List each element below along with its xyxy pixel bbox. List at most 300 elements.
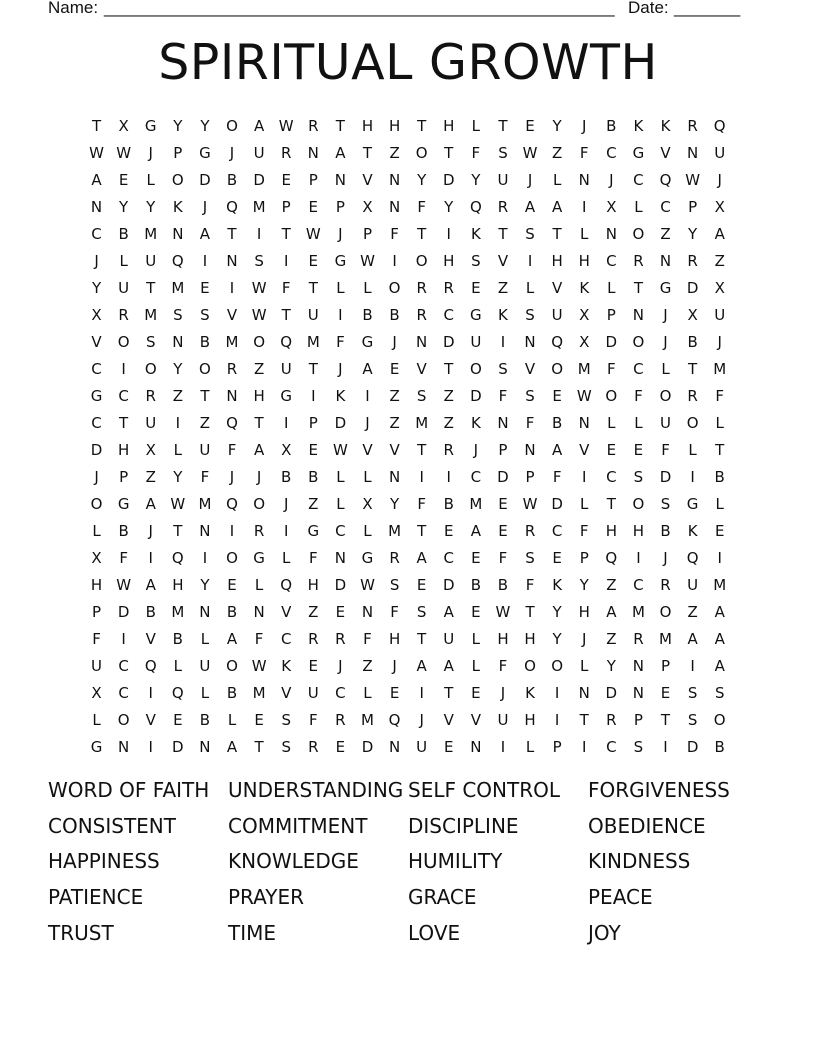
date-field[interactable]: _______: [674, 0, 741, 17]
grid-letter: G: [686, 495, 699, 513]
grid-letter: A: [714, 225, 725, 243]
grid-letter: N: [334, 171, 346, 189]
grid-letter: C: [443, 549, 454, 567]
grid-letter: K: [172, 198, 183, 216]
grid-letter: I: [392, 252, 397, 270]
grid-letter: I: [500, 333, 506, 351]
grid-letter: C: [551, 522, 563, 540]
name-label: Name:: [48, 0, 99, 17]
word-list-item: COMMITMENT: [228, 813, 368, 838]
grid-letter: E: [308, 252, 319, 270]
grid-letter: O: [632, 225, 645, 243]
grid-letter: E: [498, 522, 508, 540]
grid-letter: S: [471, 252, 481, 270]
grid-letter: Z: [389, 414, 400, 432]
grid-letter: L: [336, 279, 345, 297]
grid-letter: U: [199, 657, 211, 675]
grid-letter: U: [91, 657, 103, 675]
grid-letter: U: [687, 576, 699, 594]
grid-letter: S: [200, 306, 210, 324]
grid-row: [83, 518, 739, 545]
grid-letter: R: [253, 522, 265, 540]
grid-letter: M: [415, 414, 429, 432]
grid-letter: H: [497, 630, 509, 648]
grid-letter: S: [498, 144, 508, 162]
grid-letter: J: [582, 630, 587, 648]
grid-letter: N: [578, 414, 590, 432]
grid-letter: Z: [389, 144, 400, 162]
grid-letter: M: [144, 225, 158, 243]
grid-letter: X: [91, 306, 102, 324]
grid-letter: Z: [497, 279, 509, 297]
grid-letter: I: [527, 252, 533, 270]
grid-letter: M: [252, 198, 266, 216]
grid-letter: W: [251, 279, 267, 297]
grid-letter: P: [633, 711, 643, 729]
grid-letter: T: [444, 360, 454, 378]
grid-letter: F: [471, 144, 481, 162]
grid-letter: C: [606, 738, 617, 756]
word-list-item: PEACE: [588, 885, 653, 910]
grid-letter: E: [633, 441, 644, 459]
grid-letter: G: [307, 522, 320, 540]
grid-letter: S: [633, 468, 644, 486]
grid-letter: D: [334, 414, 347, 432]
grid-letter: Z: [443, 387, 454, 405]
grid-letter: N: [199, 603, 211, 621]
grid-letter: F: [715, 387, 725, 405]
grid-letter: C: [91, 414, 102, 432]
grid-letter: T: [362, 144, 373, 162]
grid-letter: D: [605, 333, 618, 351]
grid-letter: Y: [200, 117, 210, 135]
grid-letter: Z: [443, 414, 454, 432]
grid-letter: I: [121, 630, 126, 648]
grid-letter: R: [308, 117, 319, 135]
grid-letter: D: [442, 333, 455, 351]
grid-letter: I: [229, 279, 235, 297]
word-list-item: CONSISTENT: [48, 813, 176, 838]
grid-letter: J: [338, 225, 343, 243]
grid-letter: O: [226, 657, 238, 675]
grid-letter: R: [416, 306, 427, 324]
grid-letter: P: [688, 198, 698, 216]
word-list-item: KINDNESS: [588, 849, 691, 874]
grid-letter: J: [229, 468, 235, 486]
grid-letter: Y: [146, 198, 156, 216]
letter-grid: [83, 113, 739, 761]
grid-letter: W: [251, 657, 267, 675]
grid-letter: Z: [389, 387, 400, 405]
grid-letter: N: [578, 171, 590, 189]
grid-letter: U: [470, 333, 482, 351]
grid-letter: F: [525, 414, 535, 432]
word-list-item: KNOWLEDGE: [228, 849, 359, 874]
grid-letter: J: [473, 441, 479, 459]
grid-letter: A: [416, 549, 427, 567]
grid-letter: D: [334, 576, 347, 594]
grid-letter: I: [338, 306, 343, 324]
grid-letter: X: [687, 306, 698, 324]
grid-letter: J: [365, 414, 370, 432]
grid-letter: R: [687, 117, 698, 135]
grid-letter: Q: [469, 198, 482, 216]
grid-row: [83, 572, 739, 599]
grid-letter: L: [200, 684, 210, 702]
grid-letter: E: [227, 576, 237, 594]
grid-letter: W: [116, 576, 132, 594]
grid-letter: A: [443, 603, 454, 621]
grid-letter: A: [606, 603, 617, 621]
grid-letter: M: [171, 603, 185, 621]
grid-letter: I: [175, 414, 181, 432]
grid-row: [83, 734, 739, 761]
grid-letter: A: [226, 738, 238, 756]
grid-row: [83, 464, 739, 491]
grid-letter: L: [363, 468, 372, 486]
grid-letter: B: [118, 225, 129, 243]
grid-letter: I: [500, 738, 506, 756]
grid-letter: S: [687, 684, 698, 702]
grid-letter: O: [90, 495, 103, 513]
grid-letter: T: [146, 279, 156, 297]
grid-letter: F: [254, 630, 264, 648]
word-list-item: HUMILITY: [408, 849, 503, 874]
grid-letter: F: [417, 198, 426, 216]
grid-letter: V: [579, 441, 590, 459]
word-list-item: PRAYER: [228, 885, 305, 910]
grid-letter: T: [335, 117, 345, 135]
grid-letter: C: [118, 657, 129, 675]
word-list-item: WORD OF FAITH: [48, 778, 210, 802]
grid-letter: L: [471, 117, 481, 135]
grid-letter: O: [226, 117, 238, 135]
grid-letter: L: [580, 225, 589, 243]
grid-letter: H: [172, 576, 184, 594]
grid-letter: O: [171, 171, 184, 189]
grid-letter: I: [663, 738, 668, 756]
grid-letter: F: [607, 360, 616, 378]
grid-letter: O: [415, 144, 428, 162]
grid-letter: D: [442, 576, 455, 594]
grid-letter: I: [582, 468, 587, 486]
grid-letter: B: [714, 738, 725, 756]
grid-letter: C: [660, 198, 671, 216]
grid-letter: N: [497, 414, 509, 432]
grid-letter: E: [118, 171, 129, 189]
grid-letter: V: [660, 144, 671, 162]
grid-letter: R: [497, 198, 509, 216]
grid-letter: L: [715, 495, 724, 513]
grid-letter: D: [117, 603, 130, 621]
grid-letter: T: [308, 279, 318, 297]
grid-letter: I: [202, 252, 208, 270]
grid-letter: C: [606, 144, 617, 162]
word-list-item: HAPPINESS: [48, 849, 160, 874]
grid-letter: T: [119, 414, 129, 432]
grid-letter: P: [552, 738, 562, 756]
grid-letter: O: [686, 414, 699, 432]
grid-row: [83, 626, 739, 653]
grid-letter: M: [171, 279, 185, 297]
grid-letter: L: [336, 468, 345, 486]
grid-letter: F: [390, 603, 399, 621]
grid-letter: S: [145, 333, 156, 351]
grid-letter: O: [226, 549, 238, 567]
grid-letter: A: [714, 630, 725, 648]
grid-letter: K: [470, 225, 481, 243]
grid-letter: Y: [200, 576, 210, 594]
grid-letter: B: [199, 711, 211, 729]
grid-letter: A: [226, 630, 238, 648]
grid-row: [83, 221, 739, 248]
grid-row: [83, 113, 739, 140]
grid-letter: Y: [173, 468, 183, 486]
grid-letter: H: [307, 576, 319, 594]
grid-letter: U: [145, 414, 157, 432]
grid-letter: T: [417, 522, 427, 540]
grid-letter: N: [605, 225, 617, 243]
grid-letter: Z: [199, 414, 211, 432]
grid-letter: F: [119, 549, 128, 567]
grid-letter: R: [524, 522, 536, 540]
grid-letter: L: [146, 171, 155, 189]
grid-letter: N: [90, 198, 103, 216]
grid-letter: W: [522, 495, 538, 513]
grid-letter: T: [200, 387, 210, 405]
grid-letter: L: [363, 684, 372, 702]
grid-letter: K: [633, 117, 644, 135]
grid-letter: C: [280, 630, 292, 648]
grid-letter: T: [91, 117, 102, 135]
grid-letter: V: [91, 333, 102, 351]
grid-letter: P: [119, 468, 129, 486]
grid-letter: T: [308, 360, 318, 378]
grid-letter: P: [308, 414, 318, 432]
grid-letter: Z: [253, 360, 265, 378]
grid-letter: R: [443, 441, 454, 459]
grid-letter: O: [632, 333, 645, 351]
grid-letter: N: [199, 522, 211, 540]
grid-letter: Y: [173, 360, 183, 378]
grid-letter: C: [633, 576, 644, 594]
grid-letter: F: [363, 630, 372, 648]
grid-letter: H: [524, 711, 536, 729]
grid-letter: B: [714, 468, 725, 486]
grid-letter: R: [145, 387, 156, 405]
grid-letter: Q: [686, 549, 699, 567]
grid-letter: H: [253, 387, 265, 405]
name-field[interactable]: ______________________________________________________: [104, 0, 615, 17]
grid-letter: P: [335, 198, 345, 216]
grid-letter: I: [311, 387, 316, 405]
grid-letter: L: [254, 576, 264, 594]
grid-letter: T: [281, 225, 291, 243]
grid-letter: T: [552, 225, 562, 243]
grid-letter: C: [335, 684, 346, 702]
grid-letter: I: [229, 522, 235, 540]
grid-letter: H: [551, 252, 563, 270]
grid-letter: I: [582, 738, 587, 756]
grid-letter: Y: [444, 198, 454, 216]
word-list-item: LOVE: [408, 920, 461, 945]
grid-letter: N: [172, 333, 184, 351]
grid-letter: F: [579, 522, 589, 540]
grid-letter: O: [469, 360, 482, 378]
grid-letter: N: [334, 549, 346, 567]
grid-letter: Q: [171, 252, 184, 270]
grid-letter: A: [91, 171, 102, 189]
grid-letter: T: [715, 441, 725, 459]
grid-letter: D: [659, 468, 672, 486]
grid-letter: O: [659, 603, 672, 621]
grid-letter: N: [416, 333, 428, 351]
grid-letter: W: [522, 144, 538, 162]
grid-letter: A: [145, 495, 156, 513]
grid-letter: O: [117, 711, 130, 729]
grid-letter: I: [283, 252, 289, 270]
grid-letter: I: [148, 738, 153, 756]
grid-letter: F: [417, 495, 426, 513]
grid-letter: E: [471, 603, 481, 621]
grid-letter: P: [362, 225, 372, 243]
grid-letter: V: [443, 711, 454, 729]
grid-letter: W: [576, 387, 592, 405]
grid-letter: Z: [308, 603, 319, 621]
grid-letter: F: [498, 549, 508, 567]
grid-letter: L: [363, 522, 372, 540]
grid-letter: L: [363, 279, 372, 297]
grid-letter: N: [578, 684, 590, 702]
grid-letter: V: [145, 630, 156, 648]
grid-letter: U: [714, 144, 726, 162]
grid-letter: F: [281, 279, 291, 297]
grid-letter: P: [498, 441, 508, 459]
grid-letter: K: [552, 576, 563, 594]
grid-letter: P: [525, 468, 535, 486]
grid-letter: A: [687, 630, 698, 648]
grid-letter: J: [419, 711, 424, 729]
grid-letter: T: [417, 117, 427, 135]
grid-letter: Y: [688, 225, 698, 243]
grid-letter: L: [173, 657, 182, 675]
grid-letter: M: [225, 333, 239, 351]
grid-letter: S: [525, 387, 535, 405]
grid-letter: B: [226, 684, 238, 702]
grid-letter: I: [283, 522, 289, 540]
grid-letter: L: [282, 549, 291, 567]
grid-row: [83, 545, 739, 572]
grid-letter: E: [714, 522, 725, 540]
grid-letter: C: [633, 360, 644, 378]
grid-letter: D: [686, 279, 699, 297]
grid-letter: F: [200, 468, 210, 486]
grid-letter: U: [714, 306, 726, 324]
grid-letter: N: [226, 252, 238, 270]
grid-letter: B: [551, 414, 563, 432]
grid-letter: V: [362, 441, 373, 459]
grid-letter: D: [199, 171, 211, 189]
grid-letter: G: [632, 144, 645, 162]
grid-letter: Z: [714, 252, 725, 270]
grid-letter: O: [524, 657, 536, 675]
grid-letter: B: [226, 603, 238, 621]
grid-letter: N: [388, 738, 401, 756]
grid-letter: S: [525, 225, 535, 243]
grid-row: [83, 437, 739, 464]
grid-letter: C: [91, 360, 102, 378]
grid-letter: E: [471, 279, 481, 297]
grid-letter: N: [632, 684, 645, 702]
grid-letter: E: [525, 117, 535, 135]
word-list-item: TRUST: [48, 920, 114, 945]
grid-letter: H: [443, 252, 455, 270]
grid-letter: N: [524, 333, 536, 351]
grid-letter: T: [525, 603, 535, 621]
grid-letter: L: [173, 441, 182, 459]
grid-letter: H: [90, 576, 103, 594]
grid-letter: Y: [552, 117, 562, 135]
grid-letter: G: [280, 387, 293, 405]
grid-letter: H: [578, 603, 590, 621]
grid-letter: R: [335, 711, 346, 729]
word-list-item: UNDERSTANDING: [228, 778, 404, 802]
grid-letter: D: [470, 387, 482, 405]
grid-letter: H: [443, 117, 455, 135]
grid-letter: H: [118, 441, 130, 459]
grid-letter: Q: [171, 549, 184, 567]
grid-letter: S: [389, 576, 400, 594]
grid-letter: D: [605, 684, 618, 702]
grid-letter: A: [145, 576, 156, 594]
grid-letter: D: [253, 171, 265, 189]
grid-letter: D: [90, 441, 103, 459]
grid-letter: Y: [552, 630, 562, 648]
grid-row: [83, 194, 739, 221]
grid-letter: F: [498, 387, 508, 405]
word-list-item: JOY: [588, 920, 621, 945]
grid-letter: L: [336, 495, 345, 513]
grid-letter: I: [148, 549, 153, 567]
grid-letter: T: [254, 738, 264, 756]
grid-letter: L: [92, 711, 101, 729]
grid-letter: S: [633, 738, 644, 756]
grid-letter: R: [687, 387, 698, 405]
grid-letter: Z: [145, 468, 156, 486]
grid-letter: J: [717, 171, 722, 189]
grid-letter: Q: [171, 684, 184, 702]
grid-letter: L: [580, 495, 589, 513]
grid-letter: F: [634, 387, 643, 405]
grid-letter: Y: [579, 576, 589, 594]
grid-letter: E: [308, 441, 319, 459]
grid-letter: E: [471, 549, 481, 567]
grid-letter: D: [361, 738, 374, 756]
grid-letter: J: [283, 495, 289, 513]
grid-row: [83, 491, 739, 518]
grid-letter: T: [417, 225, 427, 243]
grid-letter: F: [579, 144, 589, 162]
grid-row: [83, 167, 739, 194]
grid-letter: O: [632, 495, 645, 513]
word-list-item: GRACE: [408, 885, 477, 910]
grid-letter: I: [690, 468, 695, 486]
grid-letter: O: [713, 711, 726, 729]
grid-letter: R: [606, 711, 617, 729]
grid-letter: J: [392, 333, 397, 351]
grid-letter: A: [253, 117, 265, 135]
grid-letter: E: [335, 738, 346, 756]
